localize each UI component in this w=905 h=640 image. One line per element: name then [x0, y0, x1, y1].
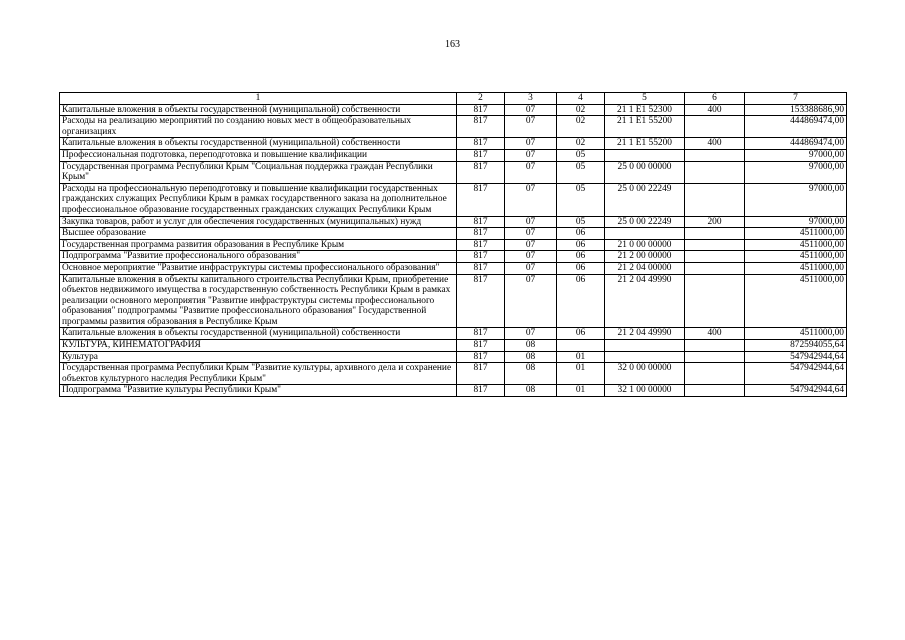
- grbs-code-cell: 817: [457, 262, 505, 274]
- target-article-code-cell: 21 2 04 49990: [605, 274, 685, 328]
- table-row: [60, 116, 847, 138]
- row-name-cell: Подпрограмма "Развитие профессионального образования": [60, 251, 457, 263]
- grbs-code-cell: 817: [457, 363, 505, 385]
- section-code-cell: 08: [505, 340, 557, 352]
- subsection-code-cell: 06: [557, 274, 605, 328]
- amount-cell: 4511000,00: [745, 328, 847, 340]
- grbs-code-cell: 817: [457, 104, 505, 116]
- amount-cell: 97000,00: [745, 149, 847, 161]
- section-code-cell: 07: [505, 228, 557, 240]
- row-name-cell: Государственная программа Республики Крым "Развитие культуры, архивного дела и сохранение объектов культурного наследия Республики Крым": [60, 363, 457, 385]
- expense-type-code-cell: 400: [685, 104, 745, 116]
- section-code-cell: 07: [505, 161, 557, 183]
- section-code-cell: 07: [505, 328, 557, 340]
- column-header: 4: [557, 93, 605, 105]
- amount-cell: 4511000,00: [745, 228, 847, 240]
- grbs-code-cell: 817: [457, 216, 505, 228]
- target-article-code-cell: 21 1 E1 55200: [605, 138, 685, 150]
- table-row: [60, 351, 847, 363]
- target-article-code-cell: 25 0 00 22249: [605, 183, 685, 216]
- row-name-cell: Государственная программа развития образования в Республике Крым: [60, 239, 457, 251]
- grbs-code-cell: 817: [457, 183, 505, 216]
- table-row: [60, 363, 847, 385]
- subsection-code-cell: 02: [557, 104, 605, 116]
- table-row: [60, 216, 847, 228]
- expense-type-code-cell: [685, 385, 745, 397]
- row-name-cell: Капитальные вложения в объекты государственной (муниципальной) собственности: [60, 104, 457, 116]
- grbs-code-cell: 817: [457, 228, 505, 240]
- grbs-code-cell: 817: [457, 251, 505, 263]
- expense-type-code-cell: [685, 228, 745, 240]
- expense-type-code-cell: [685, 183, 745, 216]
- table-row: [60, 138, 847, 150]
- expense-type-code-cell: 400: [685, 328, 745, 340]
- target-article-code-cell: 25 0 00 00000: [605, 161, 685, 183]
- column-header: 2: [457, 93, 505, 105]
- column-header: 3: [505, 93, 557, 105]
- grbs-code-cell: 817: [457, 274, 505, 328]
- column-header: 1: [60, 93, 457, 105]
- amount-cell: 4511000,00: [745, 274, 847, 328]
- grbs-code-cell: 817: [457, 351, 505, 363]
- table-row: [60, 274, 847, 328]
- amount-cell: 444869474,00: [745, 138, 847, 150]
- table-row: [60, 239, 847, 251]
- row-name-cell: КУЛЬТУРА, КИНЕМАТОГРАФИЯ: [60, 340, 457, 352]
- grbs-code-cell: 817: [457, 340, 505, 352]
- row-name-cell: Государственная программа Республики Крым "Социальная поддержка граждан Республики Крым": [60, 161, 457, 183]
- subsection-code-cell: 05: [557, 183, 605, 216]
- grbs-code-cell: 817: [457, 161, 505, 183]
- subsection-code-cell: 06: [557, 262, 605, 274]
- column-header: 6: [685, 93, 745, 105]
- section-code-cell: 07: [505, 149, 557, 161]
- subsection-code-cell: [557, 340, 605, 352]
- row-name-cell: Расходы на профессиональную переподготовку и повышение квалификации государственных гражданских служащих Республики Крым в рамках государственного заказа на дополнительное профессиональное образование государственных гражданских служащих Республики Крым: [60, 183, 457, 216]
- target-article-code-cell: 21 1 E1 55200: [605, 116, 685, 138]
- amount-cell: 444869474,00: [745, 116, 847, 138]
- subsection-code-cell: 06: [557, 228, 605, 240]
- expense-type-code-cell: [685, 351, 745, 363]
- amount-cell: 97000,00: [745, 161, 847, 183]
- amount-cell: 547942944,64: [745, 351, 847, 363]
- target-article-code-cell: 32 1 00 00000: [605, 385, 685, 397]
- row-name-cell: Закупка товаров, работ и услуг для обеспечения государственных (муниципальных) нужд: [60, 216, 457, 228]
- row-name-cell: Культура: [60, 351, 457, 363]
- table-row: [60, 228, 847, 240]
- subsection-code-cell: 06: [557, 239, 605, 251]
- subsection-code-cell: 05: [557, 149, 605, 161]
- section-code-cell: 08: [505, 385, 557, 397]
- grbs-code-cell: 817: [457, 328, 505, 340]
- row-name-cell: Подпрограмма "Развитие культуры Республики Крым": [60, 385, 457, 397]
- subsection-code-cell: 05: [557, 216, 605, 228]
- grbs-code-cell: 817: [457, 239, 505, 251]
- table-row: [60, 385, 847, 397]
- subsection-code-cell: 05: [557, 161, 605, 183]
- section-code-cell: 07: [505, 216, 557, 228]
- budget-table: [59, 92, 847, 397]
- expense-type-code-cell: [685, 161, 745, 183]
- subsection-code-cell: 01: [557, 363, 605, 385]
- subsection-code-cell: 06: [557, 328, 605, 340]
- expense-type-code-cell: [685, 149, 745, 161]
- amount-cell: 97000,00: [745, 183, 847, 216]
- amount-cell: 4511000,00: [745, 251, 847, 263]
- section-code-cell: 07: [505, 251, 557, 263]
- row-name-cell: Расходы на реализацию мероприятий по созданию новых мест в общеобразовательных организациях: [60, 116, 457, 138]
- table-row: [60, 161, 847, 183]
- target-article-code-cell: 21 2 00 00000: [605, 251, 685, 263]
- row-name-cell: Основное мероприятие "Развитие инфраструктуры системы профессионального образования": [60, 262, 457, 274]
- expense-type-code-cell: [685, 116, 745, 138]
- target-article-code-cell: 32 0 00 00000: [605, 363, 685, 385]
- subsection-code-cell: 01: [557, 385, 605, 397]
- table-row: [60, 340, 847, 352]
- header-row: [60, 93, 847, 105]
- table-row: [60, 262, 847, 274]
- amount-cell: 547942944,64: [745, 363, 847, 385]
- target-article-code-cell: 21 1 E1 52300: [605, 104, 685, 116]
- row-name-cell: Капитальные вложения в объекты капитального строительства Республики Крым, приобретение объектов недвижимого имущества в государственную собственность Республики Крым в рамках реализации основного мероприятия "Развитие инфраструктуры системы профессионального образования" подпрограммы "Развитие профессионального образования" Государственной программы развития образования в Республике Крым: [60, 274, 457, 328]
- row-name-cell: Высшее образование: [60, 228, 457, 240]
- table-row: [60, 104, 847, 116]
- table-row: [60, 328, 847, 340]
- target-article-code-cell: [605, 149, 685, 161]
- table-row: [60, 149, 847, 161]
- section-code-cell: 07: [505, 116, 557, 138]
- section-code-cell: 07: [505, 138, 557, 150]
- target-article-code-cell: [605, 340, 685, 352]
- amount-cell: 97000,00: [745, 216, 847, 228]
- section-code-cell: 08: [505, 363, 557, 385]
- expense-type-code-cell: [685, 274, 745, 328]
- expense-type-code-cell: [685, 262, 745, 274]
- grbs-code-cell: 817: [457, 385, 505, 397]
- row-name-cell: Профессиональная подготовка, переподготовка и повышение квалификации: [60, 149, 457, 161]
- grbs-code-cell: 817: [457, 116, 505, 138]
- subsection-code-cell: 02: [557, 138, 605, 150]
- target-article-code-cell: 21 2 04 49990: [605, 328, 685, 340]
- target-article-code-cell: [605, 351, 685, 363]
- subsection-code-cell: 02: [557, 116, 605, 138]
- section-code-cell: 07: [505, 239, 557, 251]
- table-row: [60, 251, 847, 263]
- page-number: 163: [445, 39, 460, 50]
- column-header: 7: [745, 93, 847, 105]
- section-code-cell: 07: [505, 274, 557, 328]
- amount-cell: 4511000,00: [745, 262, 847, 274]
- target-article-code-cell: 21 0 00 00000: [605, 239, 685, 251]
- amount-cell: 872594055,64: [745, 340, 847, 352]
- expense-type-code-cell: [685, 363, 745, 385]
- subsection-code-cell: 06: [557, 251, 605, 263]
- expense-type-code-cell: [685, 340, 745, 352]
- amount-cell: 547942944,64: [745, 385, 847, 397]
- row-name-cell: Капитальные вложения в объекты государственной (муниципальной) собственности: [60, 138, 457, 150]
- section-code-cell: 07: [505, 183, 557, 216]
- target-article-code-cell: 25 0 00 22249: [605, 216, 685, 228]
- expense-type-code-cell: 200: [685, 216, 745, 228]
- section-code-cell: 08: [505, 351, 557, 363]
- subsection-code-cell: 01: [557, 351, 605, 363]
- target-article-code-cell: 21 2 04 00000: [605, 262, 685, 274]
- expense-type-code-cell: [685, 239, 745, 251]
- column-header: 5: [605, 93, 685, 105]
- table-row: [60, 183, 847, 216]
- grbs-code-cell: 817: [457, 149, 505, 161]
- expense-type-code-cell: 400: [685, 138, 745, 150]
- section-code-cell: 07: [505, 104, 557, 116]
- amount-cell: 4511000,00: [745, 239, 847, 251]
- row-name-cell: Капитальные вложения в объекты государственной (муниципальной) собственности: [60, 328, 457, 340]
- section-code-cell: 07: [505, 262, 557, 274]
- grbs-code-cell: 817: [457, 138, 505, 150]
- expense-type-code-cell: [685, 251, 745, 263]
- amount-cell: 153388686,90: [745, 104, 847, 116]
- target-article-code-cell: [605, 228, 685, 240]
